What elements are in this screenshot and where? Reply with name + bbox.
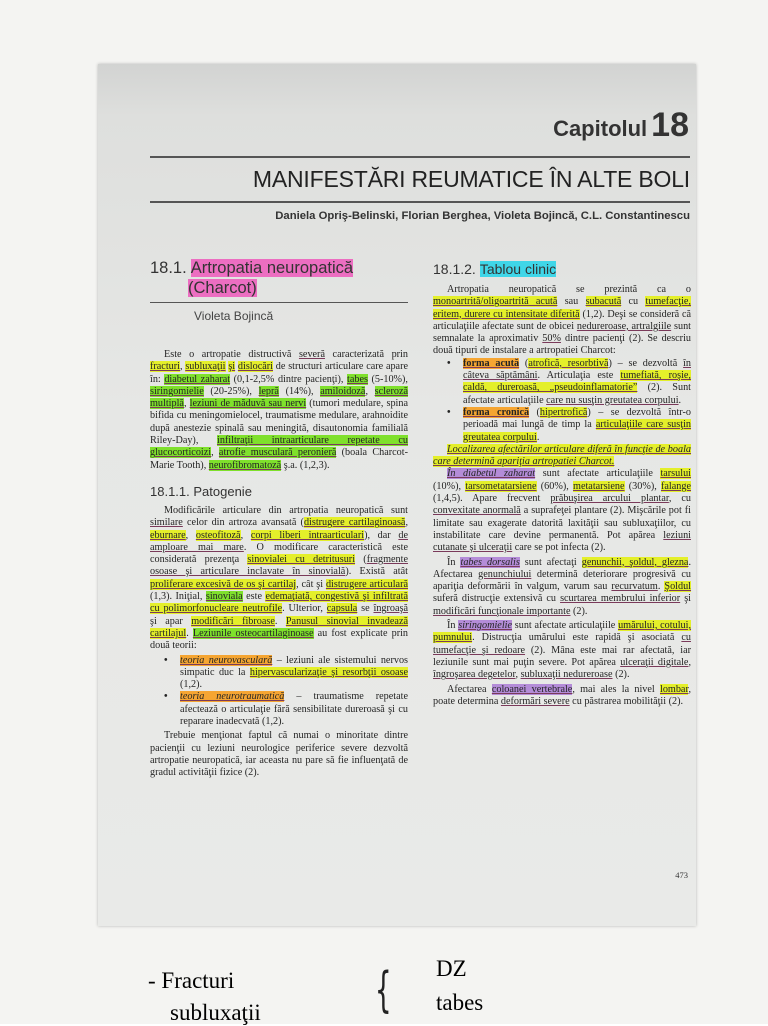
title-rule-top <box>150 156 690 158</box>
handwritten-brace-icon: { <box>374 962 392 1018</box>
diabetes-paragraph: În diabetul zaharat sunt afectate articulaţiile tarsului (10%), tarsometatarsiene (60%), metatarsiene (30%), falange (1,4,5). Apare frecvent prăbuşirea arcului plantar, cu convexitate anormală a suprafeţei plantare (2). Mişcările pot fi limitate sau exagerate datorită laxităţii sau subluxaţiilor, cu instabilitate care devine permanentă. Pot apărea leziuni cutanate şi ulceraţii care se pot infecta (2). <box>433 468 691 554</box>
subsection-heading-patogenie: 18.1.1. Patogenie <box>150 483 252 499</box>
list-item: • teoria neurovasculară – leziuni ale sistemului nervos simpatic duc la hipervascularizaţie şi resorbţii osoase (1,2). <box>164 654 408 691</box>
section-title-line2: (Charcot) <box>188 279 257 297</box>
section-author: Violeta Bojincă <box>194 309 274 323</box>
section-heading-18-1-2 <box>433 260 691 278</box>
handwritten-note-fracturi: - Fracturi <box>148 968 235 993</box>
section-rule <box>150 302 408 303</box>
localization-paragraph: Localizarea afectărilor articulare diferă în funcţie de boala care determină apariţia artropatiei Charcot. <box>433 443 691 468</box>
handwritten-note-subluxatii: subluxaţii <box>170 1000 261 1025</box>
right-column <box>433 260 691 708</box>
theories-list <box>150 655 408 729</box>
list-item: • forma acută (atrofică, resorbtivă) – se dezvoltă în câteva săptămâni. Articulaţia este tumefiată, roşie, caldă, dureroasă, „pseudoinflamatorie” (2). Sunt afectate articulaţiile care nu susţin greutatea corpului. <box>447 357 691 406</box>
chapter-heading <box>553 106 689 145</box>
clinical-paragraph: Artropatia neuropatică se prezintă ca o monoartrită/oligoartrită acută sau subacută cu tumefacţie, eritem, durere cu intensitate diferită (1,2). Deşi se consideră că articulaţiile afectate sunt de obicei nedureroase, artralgiile sunt semnalate la aproximativ 50% dintre pacienţi (2). Se descriu două tipuri de instalare a artropatiei Charcot: <box>433 284 691 357</box>
section-heading-18-1 <box>150 258 408 278</box>
section-number: 18.1.2. <box>433 261 476 277</box>
page-number: 473 <box>675 870 688 880</box>
chapter-number: 18 <box>651 106 689 144</box>
section-title: Tablou clinic <box>479 261 557 277</box>
book-page <box>98 64 696 926</box>
closing-paragraph: Trebuie menţionat faptul că numai o minoritate dintre pacienţii cu leziuni neurologice periferice severe dezvoltă artropatie neuropatică, iar aceasta nu pare să fie influenţată de gradul activităţii fizice (2). <box>150 730 408 779</box>
chapter-authors: Daniela Opriş-Belinski, Florian Berghea, Violeta Bojincă, C.L. Constantinescu <box>275 210 690 222</box>
tabes-paragraph: În tabes dorsalis sunt afectaţi genunchii, şoldul, glezna. Afectarea genunchiului determină deteriorare progresivă cu apariţia deformării în valgum, varum sau recurvatum. Şoldul suferă distrucţie extensivă cu scurtarea membrului inferior şi modificări funcţionale importante (2). <box>433 556 692 617</box>
chapter-title: MANIFESTĂRI REUMATICE ÎN ALTE BOLI <box>252 166 690 192</box>
section-title-line1: Artropatia neuropatică <box>190 259 354 277</box>
chapter-word: Capitolul <box>553 116 648 141</box>
list-item: • forma cronică (hipertrofică) – se dezvoltă într-o perioadă mai lungă de timp la articulaţiile care susţin greutatea corpului. <box>447 406 691 443</box>
forms-list <box>433 358 691 444</box>
spine-paragraph: Afectarea coloanei vertebrale, mai ales la nivel lombar, poate determina deformări severe cu păstrarea mobilităţii (2). <box>433 683 691 707</box>
handwritten-note-tabes: tabes <box>436 990 484 1015</box>
title-rule-bottom <box>150 201 690 203</box>
intro-paragraph: Este o artropatie distructivă severă caracterizată prin fracturi, subluxaţii şi dislocări de structuri articulare care apare în: diabetul zaharat (0,1-2,5% dintre pacienţi), tabes (5-10%), siringomielie (20-25%), lepră (14%), amiloidoză, scleroză multiplă, leziuni de măduvă sau nervi (tumori medulare, spina bifida cu meningomielocel, traumatisme medulare, arahnoidite după anestezie spinală sau meningită, disautonomia familială Riley-Day), infiltraţii intraarticulare repetate cu glucocorticoizi, atrofie musculară peronieră (boala Charcot-Marie Tooth), neurofibromatoză ş.a. (1,2,3). <box>150 349 408 471</box>
syringomyelia-paragraph: În siringomielie sunt afectate articulaţiile umărului, cotului, pumnului. Distrucţia umărului este rapidă şi asociată cu tumefacţie şi redoare (2). Mâna este mai rar afectată, iar leziunile sunt mai puţin severe. Pot apărea ulceraţii digitale, îngroşarea degetelor, subluxaţii nedureroase (2). <box>433 620 692 681</box>
left-column <box>150 258 408 780</box>
patogenie-paragraph: Modificările articulare din artropatia neuropatică sunt similare celor din artroza avansată (distrugere cartilaginoasă, eburnare, osteofitoză, corpi liberi intraarticulari), dar de amploare mai mare. O modificare caracteristică este considerată prezenţa sinovialei cu detritusuri (fragmente osoase şi articulare inclavate în sinovială). Există atât proliferare excesivă de os şi cartilaj, cât şi distrugere articulară (1,3). Iniţial, sinoviala este edemaţiată, congestivă şi infiltrată cu polimorfonucleare neutrofile. Ulterior, capsula se îngroaşă şi apar modificări fibroase. Panusul sinovial invadează cartilajul. Leziunile osteocartilaginoase au fost explicate prin două teorii: <box>150 504 409 652</box>
handwritten-note-dz: DZ <box>436 956 467 981</box>
section-heading-18-1-line2 <box>188 278 408 298</box>
section-number: 18.1. <box>150 259 187 277</box>
list-item: • teoria neurotraumatică – traumatisme repetate afectează o articulaţie fără sensibilitate dureroasă şi cu reparare inadecvată (1,2). <box>164 691 408 728</box>
